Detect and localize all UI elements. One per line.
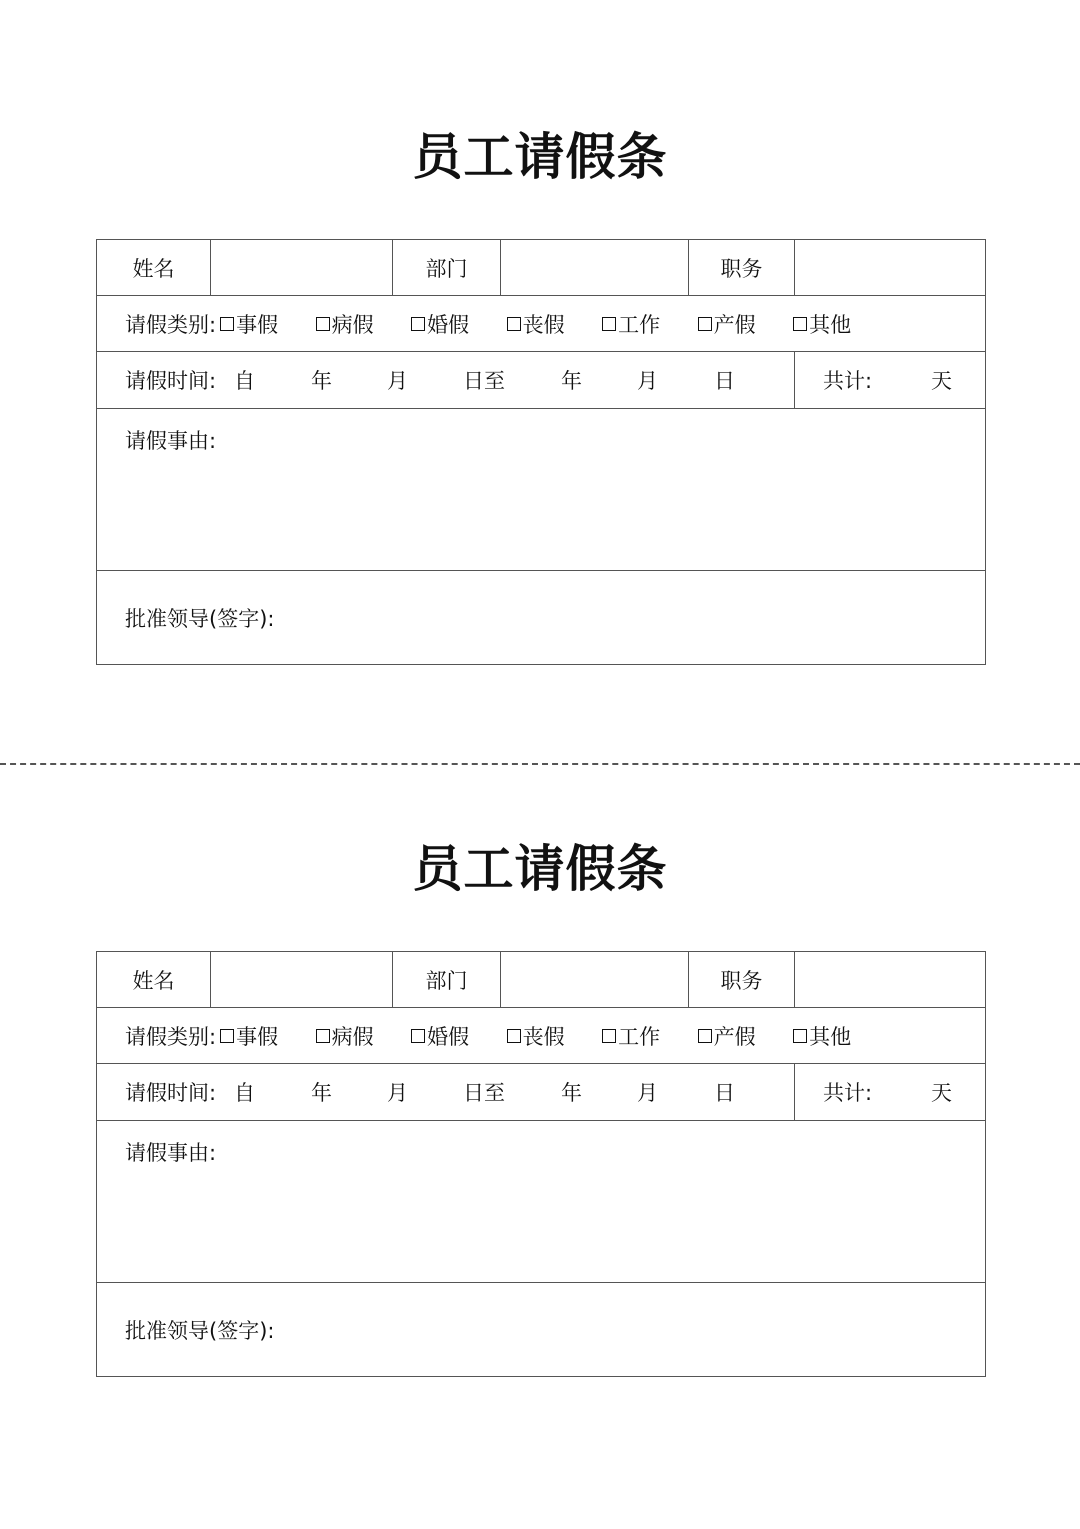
option-label: 丧假 <box>522 312 565 337</box>
form-title: 员工请假条 <box>412 840 668 898</box>
leave-type-option-maternity[interactable] <box>698 309 794 339</box>
month-label: 月 <box>637 369 658 393</box>
leave-type-option-sick[interactable] <box>316 1021 412 1051</box>
total-label: 共计: <box>823 1081 873 1105</box>
department-label: 部门 <box>393 952 501 1008</box>
department-label: 部门 <box>393 240 501 296</box>
info-row <box>97 240 986 296</box>
position-label: 职务 <box>689 240 795 296</box>
option-label: 病假 <box>331 312 374 337</box>
option-label: 产假 <box>713 312 756 337</box>
leave-form-table <box>96 951 986 1377</box>
leave-type-label: 请假类别: <box>125 1024 217 1049</box>
approver-row <box>97 1283 986 1377</box>
reason-row <box>97 1121 986 1283</box>
checkbox[interactable] <box>507 317 521 331</box>
reason-field[interactable] <box>97 1121 986 1283</box>
year-label: 年 <box>311 369 332 393</box>
approver-row <box>97 571 986 665</box>
month-label: 月 <box>387 369 408 393</box>
month-label: 月 <box>637 1081 658 1105</box>
reason-field[interactable] <box>97 409 986 571</box>
name-label: 姓名 <box>97 952 211 1008</box>
checkbox[interactable] <box>602 1029 616 1043</box>
leave-time-label: 请假时间: <box>125 1081 217 1105</box>
from-label: 自 <box>234 1081 255 1105</box>
leave-type-option-work[interactable] <box>602 309 698 339</box>
day-label: 日 <box>714 369 735 393</box>
option-label: 工作 <box>618 312 661 337</box>
option-label: 丧假 <box>522 1024 565 1049</box>
year-label: 年 <box>561 1081 582 1105</box>
reason-label: 请假事由: <box>125 429 217 453</box>
checkbox[interactable] <box>316 317 330 331</box>
checkbox[interactable] <box>411 317 425 331</box>
leave-type-option-personal[interactable] <box>220 309 316 339</box>
total-label: 共计: <box>823 369 873 393</box>
leave-type-option-other[interactable] <box>793 1021 889 1051</box>
leave-type-option-bereavement[interactable] <box>507 309 603 339</box>
days-unit-label: 天 <box>931 369 952 393</box>
reason-row <box>97 409 986 571</box>
option-label: 事假 <box>236 312 279 337</box>
checkbox[interactable] <box>411 1029 425 1043</box>
leave-type-option-sick[interactable] <box>316 309 412 339</box>
approver-label: 批准领导(签字): <box>125 1318 275 1343</box>
approver-signature-field[interactable] <box>97 1283 986 1377</box>
name-label: 姓名 <box>97 240 211 296</box>
name-field[interactable] <box>211 952 393 1008</box>
approver-signature-field[interactable] <box>97 571 986 665</box>
form-title: 员工请假条 <box>412 128 668 186</box>
checkbox[interactable] <box>316 1029 330 1043</box>
checkbox[interactable] <box>793 1029 807 1043</box>
day-to-label: 日至 <box>463 1081 505 1105</box>
leave-time-row <box>97 1064 986 1121</box>
option-label: 其他 <box>809 1024 852 1049</box>
option-label: 产假 <box>713 1024 756 1049</box>
department-field[interactable] <box>501 952 689 1008</box>
checkbox[interactable] <box>793 317 807 331</box>
leave-time-label: 请假时间: <box>125 369 217 393</box>
option-label: 事假 <box>236 1024 279 1049</box>
year-label: 年 <box>561 369 582 393</box>
position-field[interactable] <box>795 952 986 1008</box>
leave-type-row <box>97 296 986 352</box>
from-label: 自 <box>234 369 255 393</box>
leave-type-option-other[interactable] <box>793 309 889 339</box>
option-label: 婚假 <box>427 1024 470 1049</box>
option-label: 其他 <box>809 312 852 337</box>
checkbox[interactable] <box>220 317 234 331</box>
checkbox[interactable] <box>698 1029 712 1043</box>
checkbox[interactable] <box>602 317 616 331</box>
option-label: 婚假 <box>427 312 470 337</box>
reason-label: 请假事由: <box>125 1141 217 1165</box>
checkbox[interactable] <box>220 1029 234 1043</box>
leave-type-label: 请假类别: <box>125 312 217 337</box>
leave-type-option-bereavement[interactable] <box>507 1021 603 1051</box>
position-label: 职务 <box>689 952 795 1008</box>
cut-line-divider <box>0 763 1080 765</box>
day-to-label: 日至 <box>463 369 505 393</box>
option-label: 工作 <box>618 1024 661 1049</box>
leave-type-option-marriage[interactable] <box>411 309 507 339</box>
info-row <box>97 952 986 1008</box>
checkbox[interactable] <box>507 1029 521 1043</box>
option-label: 病假 <box>331 1024 374 1049</box>
leave-type-option-marriage[interactable] <box>411 1021 507 1051</box>
days-unit-label: 天 <box>931 1081 952 1105</box>
month-label: 月 <box>387 1081 408 1105</box>
approver-label: 批准领导(签字): <box>125 606 275 631</box>
year-label: 年 <box>311 1081 332 1105</box>
leave-type-option-personal[interactable] <box>220 1021 316 1051</box>
leave-type-option-work[interactable] <box>602 1021 698 1051</box>
department-field[interactable] <box>501 240 689 296</box>
leave-type-row <box>97 1008 986 1064</box>
position-field[interactable] <box>795 240 986 296</box>
leave-time-row <box>97 352 986 409</box>
name-field[interactable] <box>211 240 393 296</box>
leave-type-option-maternity[interactable] <box>698 1021 794 1051</box>
day-label: 日 <box>714 1081 735 1105</box>
leave-form-table <box>96 239 986 665</box>
checkbox[interactable] <box>698 317 712 331</box>
